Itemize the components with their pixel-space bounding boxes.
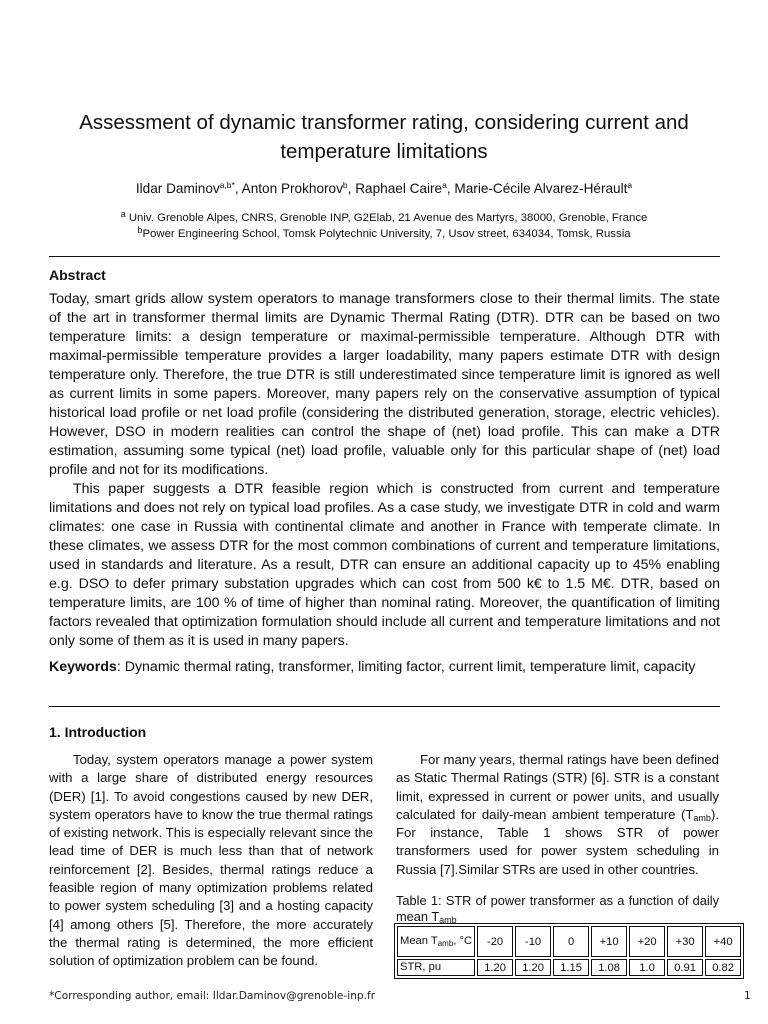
table-cell: +30	[667, 926, 703, 957]
table-cell: -20	[477, 926, 513, 957]
abstract-body	[49, 290, 720, 651]
table-cell: +20	[629, 926, 665, 957]
section-title: . Introduction	[56, 724, 147, 740]
author-affiliation-mark: a,b*	[219, 180, 235, 190]
table-header-cell	[397, 926, 475, 957]
abstract-paragraph: This paper suggests a DTR feasible region which is constructed from current and temperature limitations and does not rely on typical load profiles. As a case study, we investigate DTR in cold and warm climates: one case in Russia with continental climate and another in France with temperate climate. In these climates, we assess DTR for the most common combinations of current and temperature limitations, used in standards and literature. As a result, DTR can ensure an additional capacity up to 45% enabling e.g. DSO to defer primary substation upgrades which can cost from 500 k€ to 1.5 M€. DTR, based on temperature limits, are 100 % of time of higher than nominal rating. Moreover, the quantification of limiting factors revealed that optimization formulation should include all current and temperature limitations and not only some of them as it is used in many papers.	[49, 481, 720, 649]
author-name: Anton Prokhorov	[241, 181, 343, 196]
abstract-heading: Abstract	[49, 267, 106, 283]
keywords-text: : Dynamic thermal rating, transformer, limiting factor, current limit, temperature limit, capacity	[116, 659, 696, 675]
table-caption	[396, 893, 719, 925]
abstract-paragraph: Today, smart grids allow system operators to manage transformers close to their thermal limits. The state of the art in transformer thermal limits are Dynamic Thermal Rating (DTR). DTR can be based on two temperature limits: a design temperature or maximal-permissible temperature. Although DTR with maximal-permissible temperature provides a larger loadability, many papers estimate DTR with design temperature only. Therefore, the true DTR is still underestimated since temperature limit is ignored as well as current limits in some papers. Moreover, many papers rely on the conservative assumption of typical historical load profile or net load profile (considering the distributed generation, storage, electric vehicles). However, DSO in modern realities can control the shape of (net) load profile. This can make a DTR estimation, assuming some typical (net) load profile, valuable only for this particular shape of (net) load profile and not for its modifications.	[49, 291, 720, 478]
table-cell: 1.15	[553, 959, 589, 976]
table-row	[397, 926, 741, 957]
str-table	[394, 923, 744, 979]
caption-text: Table 1: STR of power transformer as a function of daily mean T	[396, 893, 719, 924]
text-run: For many years, thermal ratings have been defined as Static Thermal Ratings (STR) [6]. STR is a constant limit, expressed in current or power units, and usually calculated for daily-mean ambient temperature (T	[396, 752, 719, 822]
affiliation-line	[40, 227, 728, 241]
keywords-label: Keywords	[49, 659, 117, 675]
intro-paragraph	[396, 751, 719, 879]
author-affiliation-mark: b	[342, 180, 348, 190]
table-cell: 0.91	[667, 959, 703, 976]
section-number: 1	[49, 724, 57, 740]
affiliation-text: Power Engineering School, Tomsk Polytechnic University, 7, Usov street, 634034, Tomsk, Russia	[142, 228, 631, 240]
author-affiliation-mark: a	[442, 180, 447, 190]
author-affiliation-mark: a	[627, 180, 633, 190]
table-cell: +40	[705, 926, 741, 957]
affiliation-mark: b	[137, 225, 143, 235]
intro-paragraph: Today, system operators manage a power system with a large share of distributed energy resources (DER) [1]. To avoid congestions caused by new DER, system operators have to know the true thermal ratings of existing network. This is especially relevant since the lead time of DER is much less than that of network reinforcement [2]. Besides, thermal ratings reduce a feasible region of many optimization problems related to power system scheduling [3] and a hosting capacity [4] among others [5]. Therefore, the more accurately the thermal rating is determined, the more efficient solution of optimization problem can be found.	[49, 752, 373, 969]
affiliation-mark: a	[120, 209, 126, 219]
text-run: Mean T	[400, 935, 438, 947]
table-cell: 1.20	[477, 959, 513, 976]
column-right	[396, 751, 719, 879]
table-cell: -10	[515, 926, 551, 957]
keywords	[49, 658, 720, 677]
section-heading	[49, 724, 146, 740]
author-name: Ildar Daminov	[135, 181, 220, 196]
paper-title: Assessment of dynamic transformer rating, considering current and temperature limitations	[79, 111, 689, 163]
divider-line	[49, 706, 720, 707]
author-list: Ildar Daminov$^{a,b*}$, Anton Prokhorov$^b$, Raphael Caire$^a$, Marie-Cécile Alvarez-Hérault$^a$	[135, 180, 633, 196]
subscript: amb	[693, 812, 711, 823]
table-cell: 0	[553, 926, 589, 957]
table-cell: 1.08	[591, 959, 627, 976]
author-name: Raphael Caire	[355, 181, 443, 196]
table-row	[397, 959, 741, 976]
affiliation-text: Univ. Grenoble Alpes, CNRS, Grenoble INP, G2Elab, 21 Avenue des Martyrs, 38000, Grenoble, France	[128, 212, 648, 224]
text-run: ). For instance, Table 1 shows STR of power transformers used for power system scheduling in Russia [7].Similar STRs are used in other countries.	[396, 806, 719, 877]
author-name: Marie-Cécile Alvarez-Hérault	[454, 181, 628, 196]
affiliation-line	[40, 211, 728, 225]
subscript: amb	[439, 915, 457, 925]
table-cell: 1.20	[515, 959, 551, 976]
text-run: , °C	[453, 935, 473, 947]
subscript: amb	[437, 939, 454, 948]
table-cell: 1.0	[629, 959, 665, 976]
table-header-cell: STR, pu	[397, 959, 475, 976]
table-cell: 0.82	[705, 959, 741, 976]
footnote: *Corresponding author, email: Ildar.Daminov@grenoble-inp.fr	[49, 990, 376, 1002]
divider-line	[49, 256, 720, 257]
column-left	[49, 751, 373, 971]
page-number: 1	[744, 990, 751, 1002]
table-cell: +10	[591, 926, 627, 957]
